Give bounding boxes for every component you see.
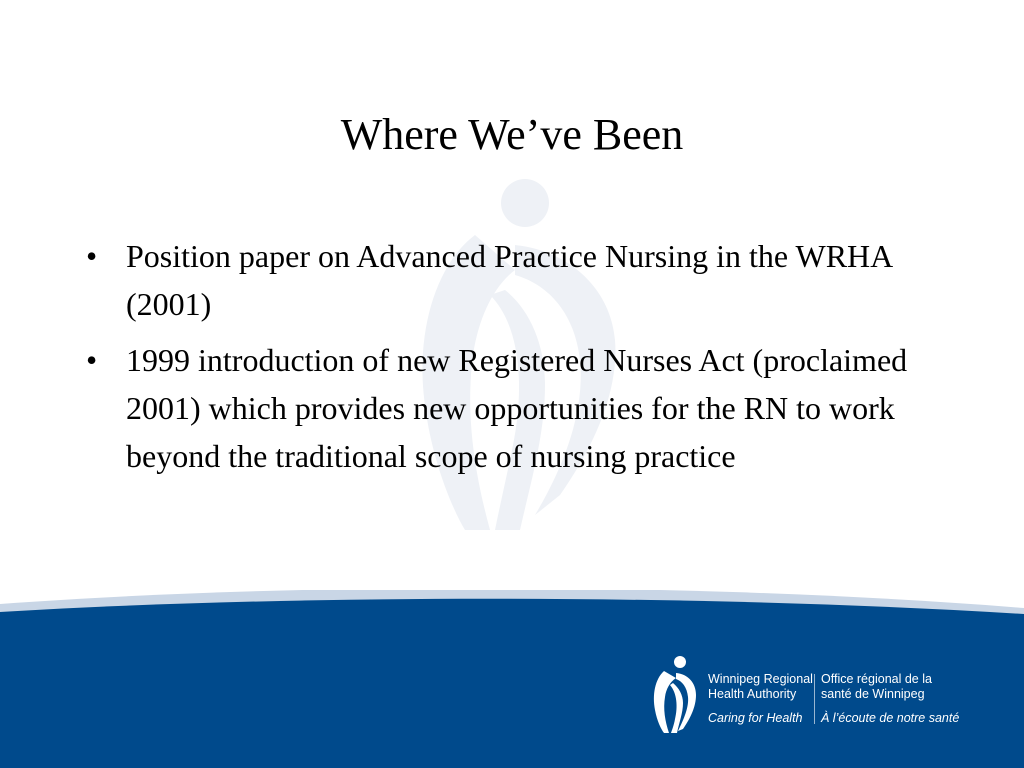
tagline-french: À l’écoute de notre santé — [821, 711, 960, 725]
org-name-fr-line1: Office régional de la — [821, 672, 932, 686]
org-name-en-line2: Health Authority — [708, 687, 797, 701]
wrha-figure-icon — [650, 655, 698, 733]
org-name-fr-line2: santé de Winnipeg — [821, 687, 925, 701]
list-item — [86, 232, 916, 328]
bullet-marker: • — [86, 238, 98, 274]
bullet-marker: • — [86, 342, 98, 378]
org-name-french — [821, 672, 959, 726]
org-name-english — [708, 672, 813, 726]
logo-divider — [814, 674, 815, 724]
list-item — [86, 336, 916, 480]
bullet-text: Position paper on Advanced Practice Nursing in the WRHA (2001) — [126, 238, 892, 322]
bullet-list — [86, 232, 916, 488]
tagline-english: Caring for Health — [708, 711, 803, 725]
org-name-en-line1: Winnipeg Regional — [708, 672, 813, 686]
bullet-text: 1999 introduction of new Registered Nurses Act (proclaimed 2001) which provides new opportunities for the RN to work beyond the traditional scope of nursing practice — [126, 342, 908, 474]
slide-title: Where We’ve Been — [340, 110, 684, 159]
